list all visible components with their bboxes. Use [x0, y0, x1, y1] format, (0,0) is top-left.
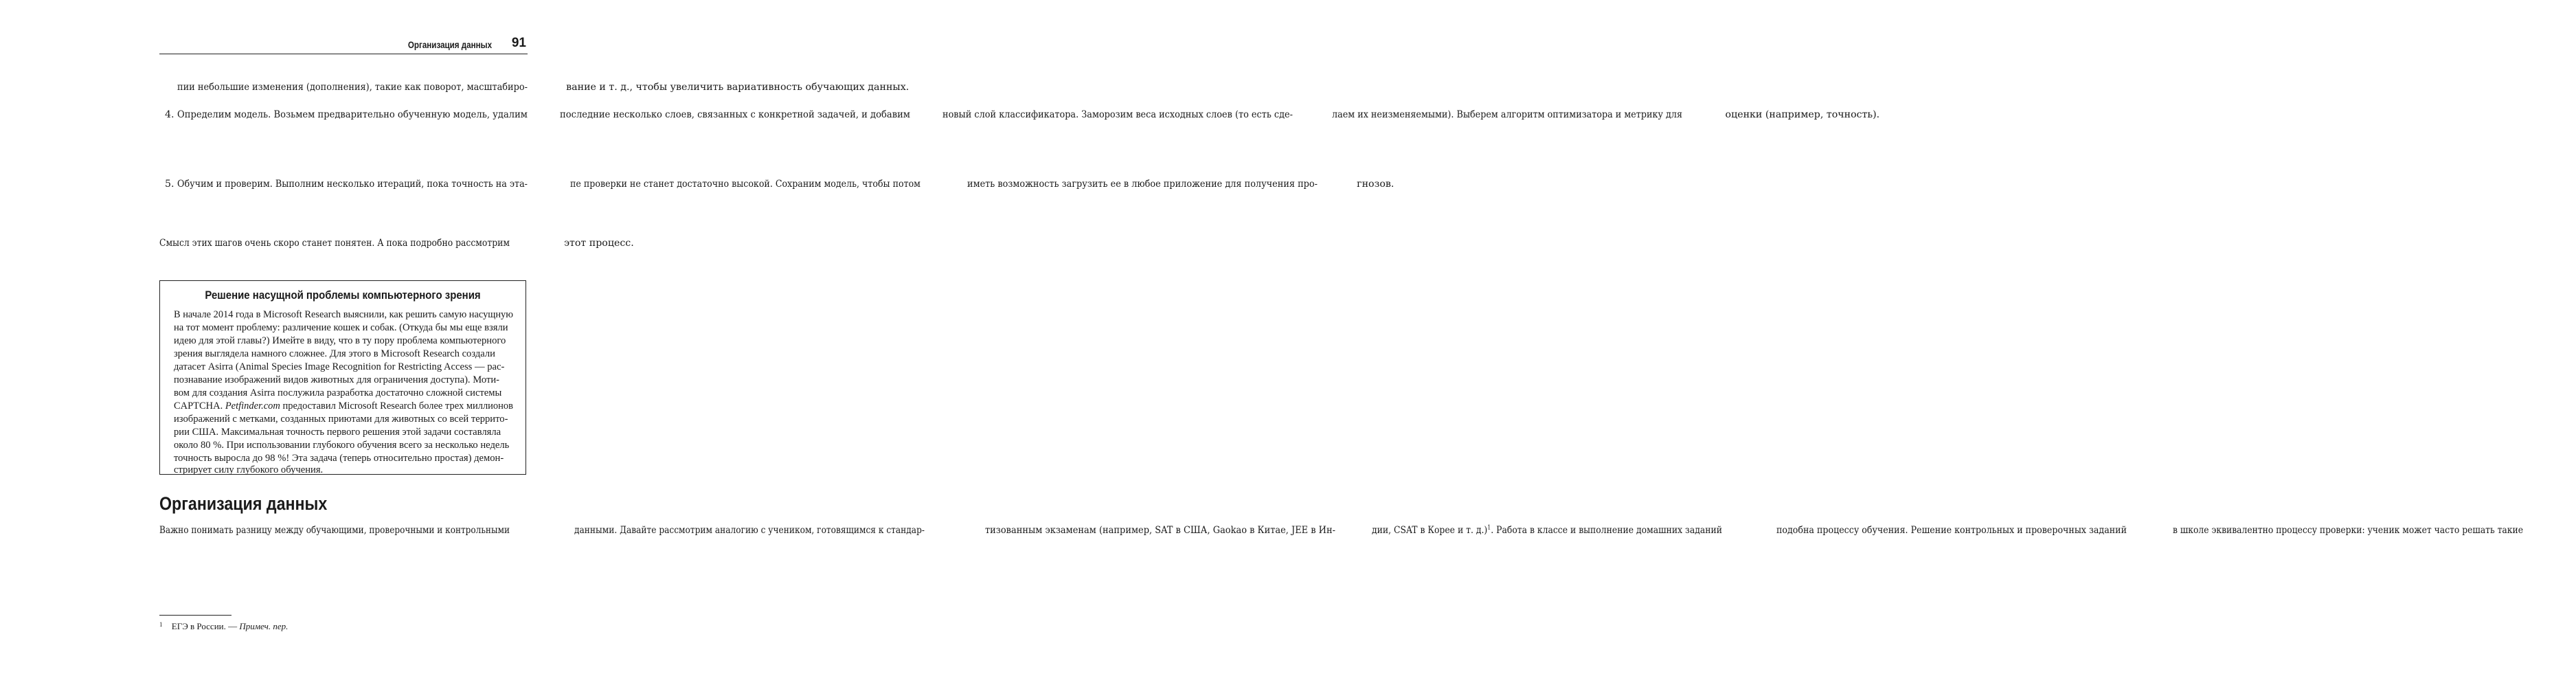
- sidebar-line: познавание изображений видов животных для ограничения доступа). Моти-: [174, 374, 499, 385]
- sidebar-line: на тот момент проблему: различение кошек и собак. (Откуда бы мы еще взяли: [174, 322, 508, 333]
- footnote: [159, 621, 288, 632]
- sidebar-line: точность выросла до 98 %! Эта задача (теперь относительно простая) демон-: [174, 453, 504, 464]
- sidebar-line-end: предоставил Microsoft Research более трех миллионов: [282, 401, 513, 412]
- text-line: иметь возможность загрузить ее в любое приложение для получения про-: [967, 179, 1318, 190]
- footnote-marker: 1: [159, 621, 163, 628]
- text-segment: дии, CSAT в Корее и т. д.): [1371, 525, 1488, 536]
- sidebar-title: Решение насущной проблемы компьютерного зрения: [205, 289, 481, 302]
- text-line: Смысл этих шагов очень скоро станет понятен. А пока подробно рассмотрим: [159, 238, 510, 249]
- page-number: 91: [511, 36, 526, 50]
- section-paragraph: [159, 523, 2576, 537]
- footnote-divider: [159, 615, 231, 616]
- sidebar-line: зрения выглядела намного сложнее. Для этого в Microsoft Research создали: [174, 348, 495, 359]
- text-segment: . Работа в классе и выполнение домашних заданий: [1491, 525, 1722, 536]
- text-line: Определим модель. Возьмем предварительно обученную модель, удалим: [177, 109, 528, 120]
- sidebar-line: стрирует силу глубокого обучения.: [174, 464, 324, 475]
- text-line: Обучим и проверим. Выполним несколько итераций, пока точность на эта-: [177, 179, 528, 190]
- running-header: [159, 36, 528, 54]
- sidebar-line: около 80 %. При использовании глубокого обучения всего за несколько недель: [174, 440, 510, 451]
- text-line: оценки (например, точность).: [1725, 109, 1880, 120]
- footnote-translator-note: Примеч. пер.: [239, 621, 289, 631]
- text-line: вание и т. д., чтобы увеличить вариативность обучающих данных.: [566, 82, 909, 93]
- intro-continuation: [177, 80, 909, 94]
- text-line: гнозов.: [1357, 179, 1394, 190]
- list-item-number: 5.: [165, 179, 174, 190]
- section-heading: Организация данных: [159, 493, 328, 514]
- text-line-with-footnote-ref: [1372, 523, 1722, 537]
- sidebar-line: датасет Asirra (Animal Species Image Recognition for Restricting Access — рас-: [174, 361, 505, 372]
- text-line: данными. Давайте рассмотрим аналогию с учеником, готовящимся к стандар-: [574, 525, 925, 536]
- source-name: Petfinder.com: [225, 401, 280, 412]
- sidebar-line-start: CAPTCHA.: [174, 401, 223, 412]
- sidebar-line: В начале 2014 года в Microsoft Research выяснили, как решить самую насущную: [174, 309, 513, 320]
- running-header-section-title: Организация данных: [407, 40, 492, 50]
- text-line: в школе эквивалентно процессу проверки: ученик может часто решать такие: [2172, 525, 2523, 536]
- footnote-text: ЕГЭ в России. —: [171, 621, 238, 631]
- list-item-5: [177, 177, 1394, 191]
- text-line: Важно понимать разницу между обучающими, проверочными и контрольными: [159, 525, 510, 536]
- summary-paragraph: [159, 236, 634, 250]
- sidebar-line: идею для этой главы?) Имейте в виду, что в ту пору проблема компьютерного: [174, 335, 506, 346]
- text-line: новый слой классификатора. Заморозим веса исходных слоев (то есть сде-: [942, 109, 1293, 120]
- list-item-number: 4.: [165, 109, 174, 120]
- text-line: последние несколько слоев, связанных с конкретной задачей, и добавим: [560, 109, 911, 120]
- sidebar-line: рии США. Максимальная точность первого решения этой задачи составляла: [174, 427, 501, 438]
- footnote-reference[interactable]: 1: [1487, 524, 1491, 532]
- list-item-4: [177, 108, 1879, 122]
- sidebar-line: изображений с метками, созданных приютами для животных со всей террито-: [174, 414, 508, 425]
- text-line: подобна процессу обучения. Решение контрольных и проверочных заданий: [1776, 525, 2127, 536]
- sidebar-line-with-source: [174, 400, 513, 413]
- sidebar-line: вом для создания Asirra послужила разработка достаточно сложной системы: [174, 387, 502, 398]
- text-line: лаем их неизменяемыми). Выберем алгоритм оптимизатора и метрику для: [1332, 109, 1683, 120]
- text-line: пии небольшие изменения (дополнения), такие как поворот, масштабиро-: [177, 82, 528, 93]
- sidebar-box: [159, 280, 526, 475]
- text-line: этот процесс.: [564, 238, 634, 249]
- text-line: тизованным экзаменам (например, SAT в США, Gaokao в Китае, JEE в Ин-: [985, 525, 1336, 536]
- text-line: пе проверки не станет достаточно высокой. Сохраним модель, чтобы потом: [569, 179, 920, 190]
